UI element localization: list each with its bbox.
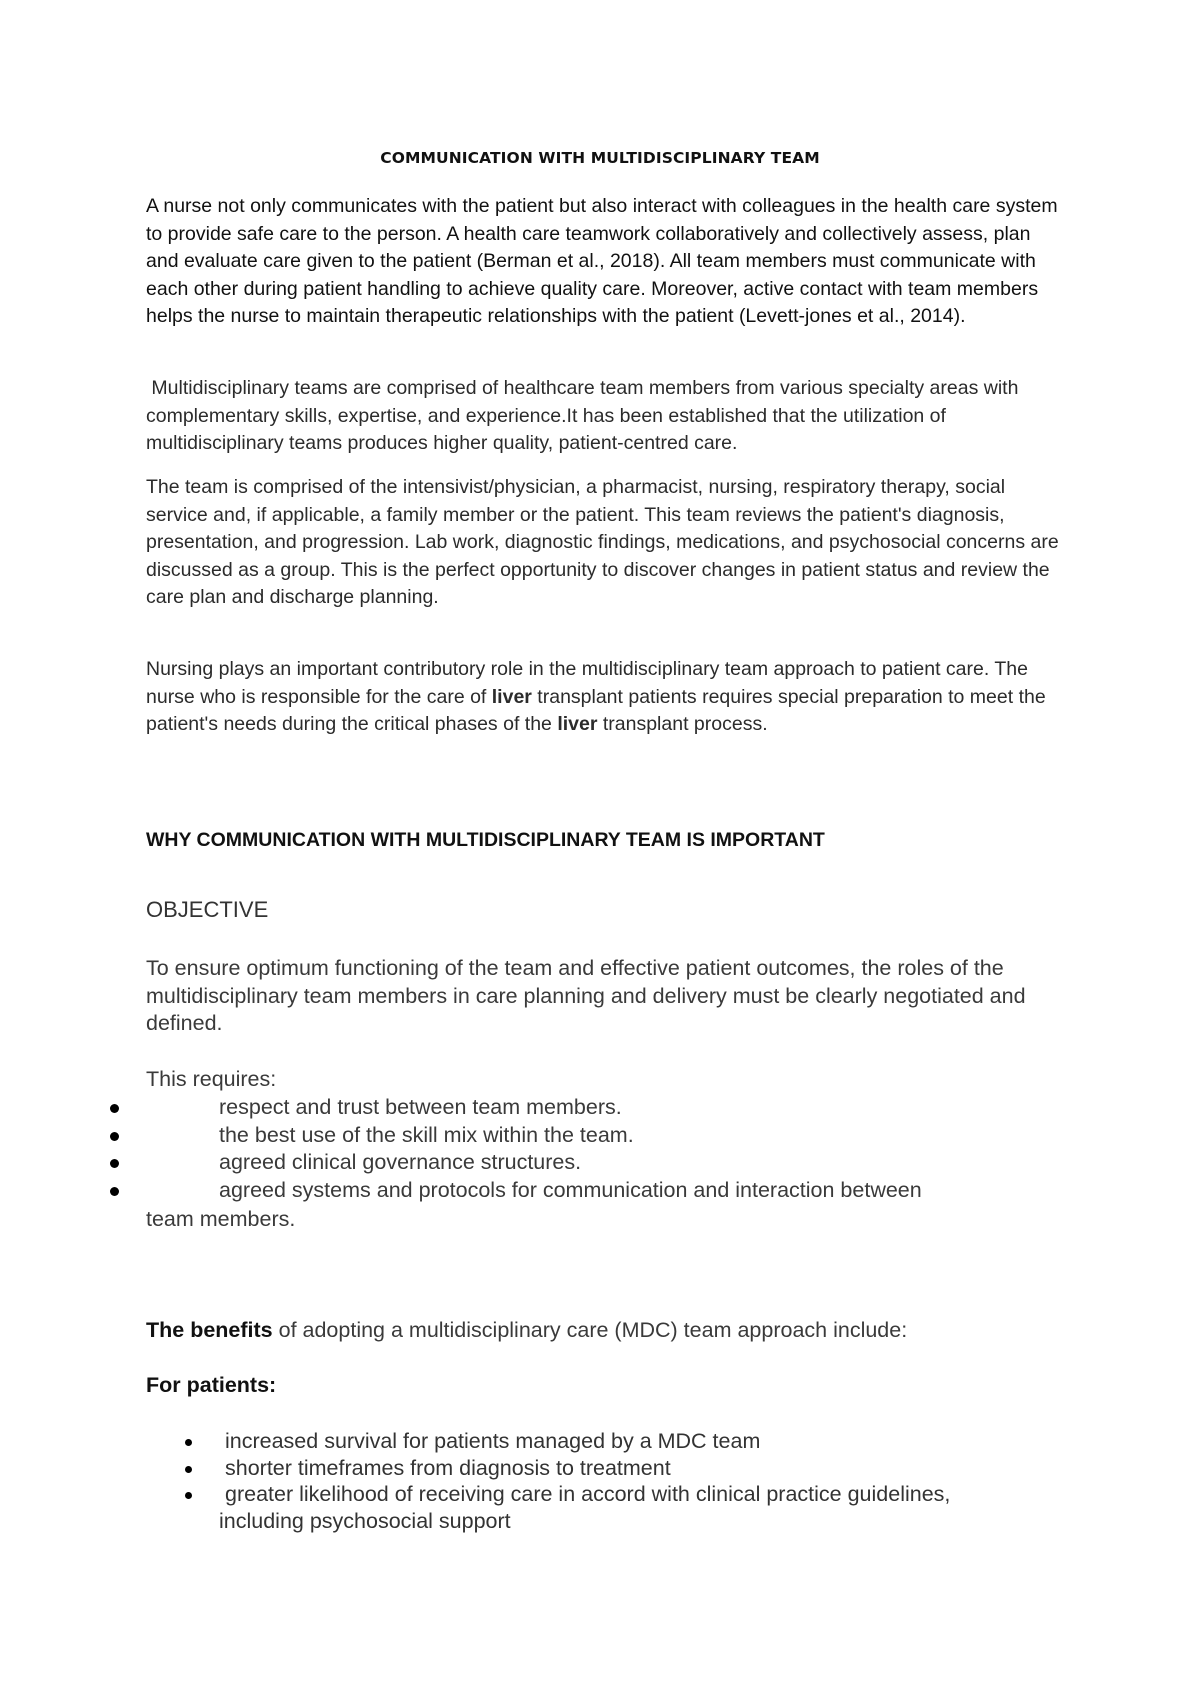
intro-paragraph-2: [146, 375, 1066, 458]
why-heading: WHY COMMUNICATION WITH MULTIDISCIPLINARY TEAM IS IMPORTANT: [146, 829, 825, 851]
list-item: [0, 1428, 1100, 1455]
requires-intro: This requires:: [146, 1067, 277, 1091]
nursing-paragraph: [146, 656, 1066, 739]
list-item-continuation: including psychosocial support: [219, 1508, 511, 1533]
benefits-intro: [146, 1318, 907, 1343]
list-item: [0, 1122, 1100, 1150]
list-item-text: increased survival for patients managed by a MDC team: [225, 1429, 761, 1453]
bullet-icon: [185, 1492, 192, 1499]
bullet-icon: [110, 1132, 119, 1141]
objective-heading: OBJECTIVE: [146, 897, 269, 922]
list-item: [0, 1149, 1100, 1177]
nursing-text-3: transplant process.: [597, 713, 768, 736]
list-item-text: respect and trust between team members.: [219, 1095, 622, 1119]
bullet-icon: [185, 1439, 192, 1446]
intro-paragraph-1: A nurse not only communicates with the patient but also interact with colleagues in the health care system to provide safe care to the person. A health care teamwork collaboratively and collectively assess, plan and evaluate care given to the patient (Berman et al., 2018). All team members must communicate with each other during patient handling to achieve quality care. Moreover, active contact with team members helps the nurse to maintain therapeutic relationships with the patient (Levett-jones et al., 2014).: [146, 195, 1058, 328]
benefits-bold: The benefits: [146, 1318, 273, 1342]
benefits-rest: of adopting a multidisciplinary care (MDC) team approach include:: [272, 1318, 908, 1342]
bullet-icon: [110, 1159, 119, 1168]
document-title: COMMUNICATION WITH MULTIDISCIPLINARY TEAM: [380, 149, 820, 167]
list-item-text: agreed systems and protocols for communication and interaction between: [219, 1177, 922, 1202]
patient-benefits-list: [0, 1428, 1100, 1534]
bullet-icon: [185, 1466, 192, 1473]
list-item-text: greater likelihood of receiving care in accord with clinical practice guidelines,: [225, 1482, 951, 1506]
list-item: [0, 1094, 1100, 1122]
list-item-text: shorter timeframes from diagnosis to treatment: [225, 1455, 671, 1480]
list-item-text: agreed clinical governance structures.: [219, 1150, 582, 1174]
list-item: [0, 1481, 1100, 1534]
intro-paragraph-3: The team is comprised of the intensivist/physician, a pharmacist, nursing, respiratory therapy, social service and, if applicable, a family member or the patient. This team reviews the patient's diagnosis, presentation, and progression. Lab work, diagnostic findings, medications, and psychosocial concerns are discussed as a group. This is the perfect opportunity to discover changes in patient status and review the care plan and discharge planning.: [146, 476, 1059, 609]
list-item: [0, 1177, 1100, 1205]
objective-text: To ensure optimum functioning of the team and effective patient outcomes, the roles of the multidisciplinary team members in care planning and delivery must be clearly negotiated and defined.: [146, 956, 1026, 1036]
nursing-bold-liver-1: liver: [491, 685, 532, 708]
bullet-icon: [110, 1104, 119, 1113]
list-item: [0, 1455, 1100, 1482]
nursing-bold-liver-2: liver: [557, 713, 598, 736]
bullet-icon: [110, 1187, 119, 1196]
intro-paragraph-2-text: Multidisciplinary teams are comprised of healthcare team members from various specialty areas with complementary skills, expertise, and experience.It has been established that the utilization of multidisciplinary teams produces higher quality, patient-centred care.: [146, 377, 1019, 455]
requirements-continuation: team members.: [146, 1207, 296, 1231]
nursing-text-2: transplant patients requires special preparation to meet the patient's needs during the critical phases of the: [146, 685, 1046, 736]
nursing-text-1: Nursing plays an important contributory role in the multidisciplinary team approach to patient care. The nurse who is responsible for the care of: [146, 658, 1028, 708]
list-item-text: the best use of the skill mix within the team.: [219, 1122, 634, 1147]
requirements-list: [0, 1094, 1100, 1204]
for-patients-heading: For patients:: [146, 1373, 277, 1397]
